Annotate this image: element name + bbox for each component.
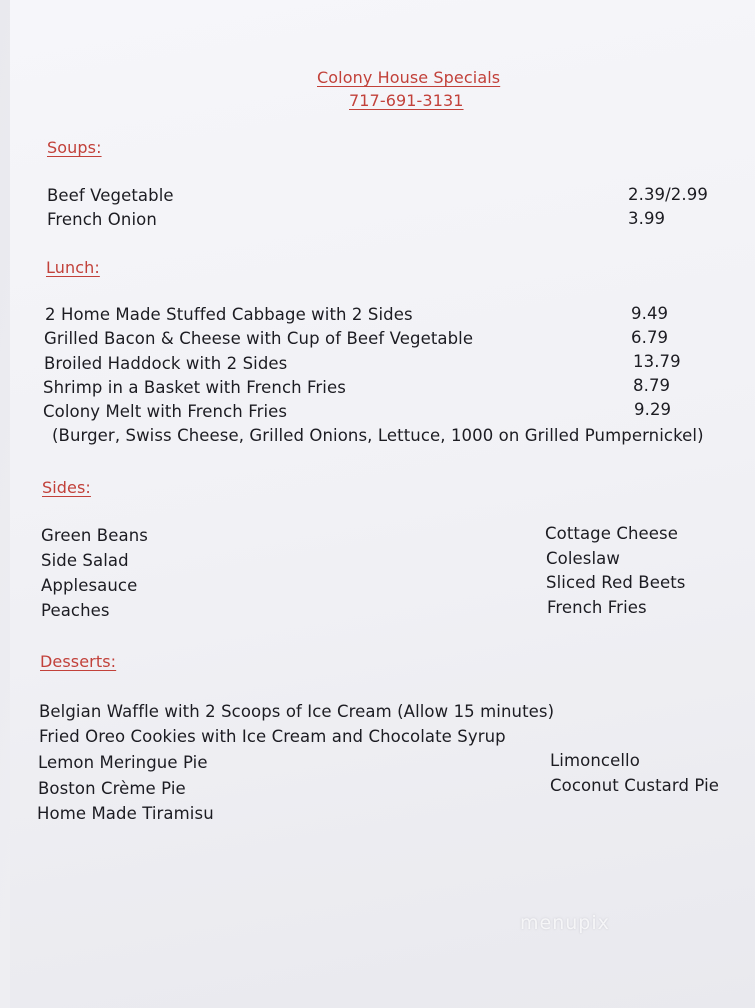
dessert-item: Coconut Custard Pie [550,776,720,795]
dessert-item: Limoncello [550,751,640,770]
soup-item-name: French Onion [47,210,157,229]
side-item: Coleslaw [546,549,620,568]
dessert-item: Home Made Tiramisu [37,804,214,823]
soup-item-price: 3.99 [628,209,666,228]
lunch-item-name: Broiled Haddock with 2 Sides [44,354,288,373]
side-item: Applesauce [41,576,138,595]
lunch-item-price: 9.29 [634,400,672,419]
menu-sheet [10,0,755,1008]
dessert-item: Fried Oreo Cookies with Ice Cream and Chocolate Syrup [39,727,506,746]
lunch-item-name: Grilled Bacon & Cheese with Cup of Beef Vegetable [44,329,474,348]
lunch-item-name: 2 Home Made Stuffed Cabbage with 2 Sides [45,305,413,324]
menu-title: Colony House Specials [317,68,501,87]
lunch-item-name: Shrimp in a Basket with French Fries [43,378,346,397]
lunch-heading: Lunch: [46,258,100,277]
dessert-item: Lemon Meringue Pie [38,753,208,772]
side-item: Sliced Red Beets [546,573,686,592]
soups-heading: Soups: [47,138,102,157]
lunch-item-name: Colony Melt with French Fries [43,402,288,421]
dessert-item: Belgian Waffle with 2 Scoops of Ice Cream (Allow 15 minutes) [39,702,555,721]
soup-item-price: 2.39/2.99 [628,185,708,204]
desserts-heading: Desserts: [40,652,117,671]
sides-heading: Sides: [42,478,91,497]
lunch-item-price: 6.79 [631,328,669,347]
lunch-item-note: (Burger, Swiss Cheese, Grilled Onions, Lettuce, 1000 on Grilled Pumpernickel) [52,426,704,445]
side-item: Green Beans [41,526,148,545]
lunch-item-price: 8.79 [633,376,671,395]
side-item: Peaches [41,601,110,620]
phone-number: 717-691-3131 [349,91,464,110]
side-item: Side Salad [41,551,129,570]
lunch-item-price: 9.49 [631,304,669,323]
lunch-item-price: 13.79 [633,352,681,371]
side-item: Cottage Cheese [545,524,678,543]
soup-item-name: Beef Vegetable [47,186,174,205]
side-item: French Fries [547,598,647,617]
menupix-watermark: menupix [520,912,610,934]
dessert-item: Boston Crème Pie [38,779,186,798]
